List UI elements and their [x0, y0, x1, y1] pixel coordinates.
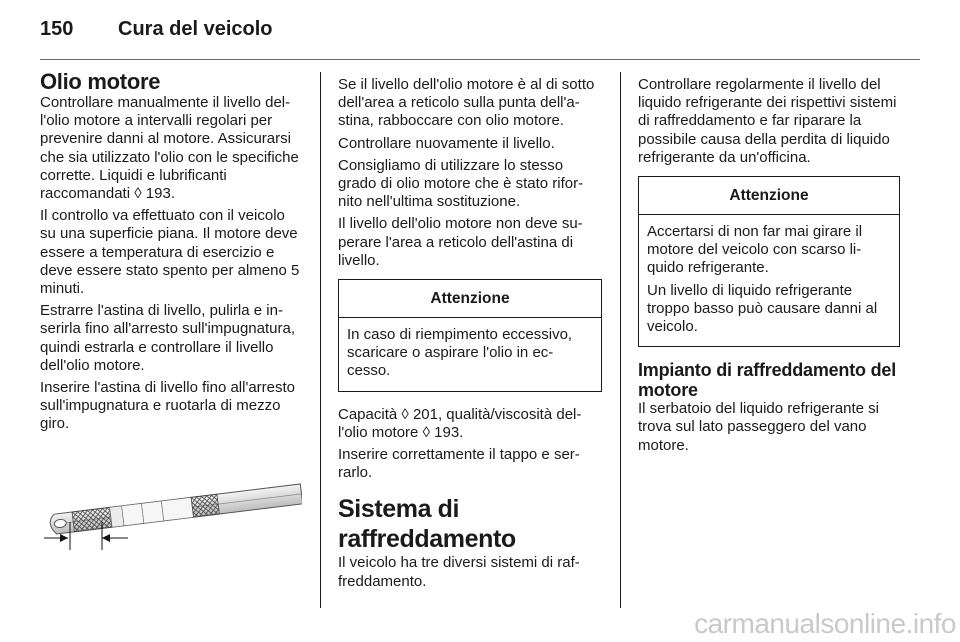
- column-divider-2: [620, 72, 621, 608]
- paragraph: Capacità ◊ 201, qualità/viscosità dell'olio motore ◊ 193.: [338, 405, 582, 441]
- warning-box-oil: [338, 279, 602, 392]
- paragraph: Controllare nuovamente il livello.: [338, 134, 555, 152]
- column-1: [40, 70, 302, 438]
- warning-text: Accertarsi di non far mai girare il motore del veicolo con scarso liquido refrigerante.: [647, 223, 863, 277]
- dipstick-illustration: [40, 458, 302, 553]
- paragraph: Se il livello dell'olio motore è al di sotto dell'area a reticolo sulla punta dell'astina, rabboccare con olio motore.: [338, 76, 595, 130]
- paragraph: Consigliamo di utilizzare lo stesso grado di olio motore che è stato rifornito nell'ultima sostituzione.: [338, 156, 584, 211]
- page-number: 150: [40, 18, 74, 40]
- column-2: [338, 76, 602, 595]
- paragraph: Il livello dell'olio motore non deve superare l'area a reticolo dell'astina di livello.: [338, 215, 583, 269]
- paragraph: Controllare manualmente il livello dell'olio motore a intervalli regolari per prevenire danni al motore. Assicurarsi che sia utilizzato l'olio con le specifiche corrette. Liquidi e lubrificanti raccomandati ◊ 193.: [40, 94, 299, 203]
- paragraph: Il serbatoio del liquido refrigerante si trova sul lato passeggero del vano motore.: [638, 400, 879, 454]
- watermark: carmanualsonline.info: [694, 608, 956, 639]
- paragraph: Il controllo va effettuato con il veicolo su una superficie piana. Il motore deve essere a temperatura di esercizio e deve essere stato spento per almeno 5 minuti.: [40, 207, 300, 298]
- warning-title: Attenzione: [339, 280, 601, 318]
- warning-box-coolant: [638, 176, 900, 347]
- warning-text: In caso di riempimento eccessivo, scaricare o aspirare l'olio in eccesso.: [347, 326, 573, 380]
- chapter-title: Cura del veicolo: [118, 18, 273, 40]
- paragraph: Inserire correttamente il tappo e serrarlo.: [338, 446, 580, 482]
- paragraph: Estrarre l'astina di livello, pulirla e inserirla fino all'arresto sull'impugnatura, quindi estrarla e controllare il livello dell'olio motore.: [40, 302, 296, 374]
- section-heading-engine-oil: Olio motore: [40, 69, 161, 94]
- warning-title: Attenzione: [639, 177, 899, 215]
- paragraph: Inserire l'astina di livello fino all'arresto sull'impugnatura e ruotarla di mezzo giro.: [40, 379, 296, 433]
- page-header: [40, 18, 920, 48]
- section-heading-cooling-system: Sistema di raffreddamento: [338, 495, 516, 554]
- paragraph: Controllare regolarmente il livello del liquido refrigerante dei rispettivi sistemi di raffreddamento e far riparare la possibile causa della perdita di liquido refrigerante da un'officina.: [638, 76, 897, 166]
- paragraph: Il veicolo ha tre diversi sistemi di raffreddamento.: [338, 554, 580, 590]
- warning-text: Un livello di liquido refrigerante troppo basso può causare danni al veicolo.: [647, 281, 878, 336]
- subsection-heading-engine-cooling: Impianto di raffreddamento del motore: [638, 360, 897, 400]
- header-divider: [40, 59, 920, 60]
- column-3: [638, 76, 900, 459]
- column-divider-1: [320, 72, 321, 608]
